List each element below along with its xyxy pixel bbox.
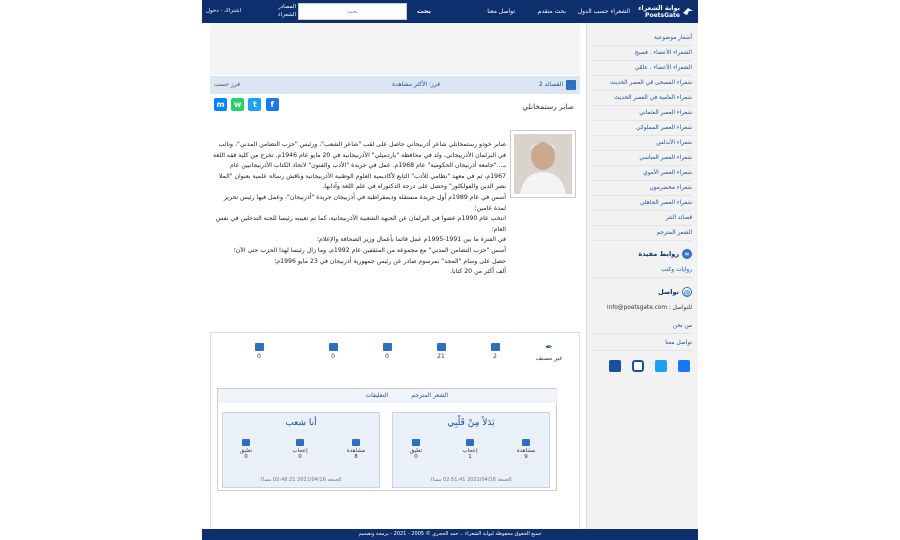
footer	[202, 529, 698, 540]
top-nav-bar	[202, 0, 698, 23]
bio-paragraph: في الفترة ما بين 1991-1995م عمل قائما بأعمال وزير الصحافة والإعلام؛	[316, 236, 506, 244]
nav-advanced-search[interactable]: بحث متقدم	[537, 8, 566, 15]
poems-stats-bar	[210, 76, 580, 94]
sidebar-item[interactable]: شعراء العصر العثماني	[592, 106, 692, 121]
facebook-icon[interactable]	[678, 360, 690, 372]
feather-icon: ✒	[545, 343, 553, 353]
eye-icon	[437, 343, 446, 351]
page	[202, 0, 698, 540]
views-label: مشاهدة	[516, 448, 536, 454]
sidebar-item[interactable]: الشعراء الأعضاء . فصيح	[592, 46, 692, 61]
sidebar-item[interactable]: شعراء الأندلس	[592, 136, 692, 151]
contact-heading-label: تواصل	[658, 288, 679, 296]
sources-menu[interactable]	[262, 3, 296, 20]
quill-icon	[491, 343, 500, 351]
eye-icon	[352, 439, 360, 446]
bio-paragraph: انتخب عام 1990م عضوا في البرلمان عن الجبهة الشعبية الأذربيجانية، كما تم تعيينه رئيسا للجنة التدخلين في نفس العام؛	[215, 215, 506, 233]
bio-paragraph: أسس "حزب التضامن المدني" مع مجموعة من المثقفين عام 1992م، وما زال رئيسا لهذا الحزب حتى الآن؛	[233, 246, 506, 254]
sidebar-item[interactable]: شعراء العصر الجاهلي	[592, 196, 692, 211]
poem-likes	[287, 439, 313, 460]
search-input[interactable]	[298, 3, 407, 20]
comments-label: تعليق	[239, 448, 253, 454]
poem-views	[513, 439, 539, 460]
logo-english: PoetsGate	[645, 12, 680, 19]
likes-label: إعجاب	[292, 448, 308, 454]
poem-date: الجمعة 2021/04/16 02:48:21 مساءً	[260, 477, 342, 483]
youtube-icon[interactable]	[609, 360, 621, 372]
comment-icon	[412, 439, 420, 446]
ad-banner	[210, 23, 580, 75]
poems-icon	[566, 80, 576, 90]
sidebar-contact-us[interactable]: تواصل معنا	[592, 336, 692, 351]
poem-comments	[403, 439, 429, 460]
signin-link[interactable]: اشتراك - دخول	[206, 8, 242, 14]
poems-count[interactable]: القصائد 2	[538, 81, 563, 88]
site-logo[interactable]	[632, 2, 694, 21]
likes-stat-value: 0	[385, 353, 389, 360]
likes-label: إعجاب	[462, 448, 478, 454]
bio-paragraph: حصل على وسام "المجد" بمرسوم صادر عن رئيس جمهورية أذربيجان في 23 مايو 1996م؛	[274, 257, 506, 265]
comments-value: 0	[244, 454, 248, 460]
share-icon	[255, 343, 264, 351]
sidebar-item[interactable]: الشعر المترجم	[592, 226, 692, 241]
share-buttons	[214, 98, 281, 111]
likes-stat	[367, 343, 407, 360]
sidebar-item[interactable]: شعراء العصر العباسي	[592, 151, 692, 166]
sidebar-item[interactable]: قصائد النثر	[592, 211, 692, 226]
comments-value: 0	[414, 454, 418, 460]
sidebar-item[interactable]: الشعراء الأعضاء . عامّي	[592, 61, 692, 76]
link-icon: ∞	[682, 249, 692, 259]
sidebar-item[interactable]: شعراء العصر الأموي	[592, 166, 692, 181]
tab-translated-poetry[interactable]: الشعر المترجم	[411, 392, 448, 399]
shares-stat	[239, 343, 279, 360]
twitter-share-icon[interactable]: t	[248, 98, 261, 111]
sidebar-item[interactable]: أشعار موضوعية	[592, 31, 692, 46]
poet-bio	[211, 140, 506, 278]
twitter-icon[interactable]	[655, 360, 667, 372]
contact-line	[592, 301, 692, 316]
search-button[interactable]: بحث	[416, 7, 431, 15]
poems-stat-value: 2	[493, 353, 497, 360]
views-value: 8	[354, 454, 358, 460]
nav-contact-us[interactable]: تواصل معنا	[487, 8, 515, 15]
bio-paragraph: أسس في عام 1989م أول جريدة مستقلة وديمقراطية في أذربيجان جريدة "أذربيجان"، وعمل فيها رئيس تحرير لمدة عامين؛	[223, 193, 506, 212]
sort-by[interactable]: فرز حسب	[214, 81, 240, 88]
thumbs-up-icon	[296, 439, 304, 446]
sidebar-item[interactable]: شعراء العصر المملوكي	[592, 121, 692, 136]
messenger-share-icon[interactable]: m	[214, 98, 227, 111]
whatsapp-share-icon[interactable]: w	[231, 98, 244, 111]
tab-bar	[218, 389, 558, 403]
contact-email[interactable]: info@poetsgate.com	[606, 305, 667, 311]
poem-card[interactable]	[392, 412, 550, 488]
shares-stat-value: 0	[257, 353, 261, 360]
poem-card[interactable]	[222, 412, 380, 488]
poem-views	[343, 439, 369, 460]
links-heading-label: روابط مفيدة	[638, 250, 679, 258]
comment-icon	[329, 343, 338, 351]
links-heading	[592, 247, 692, 261]
thumbs-up-icon	[466, 439, 474, 446]
category-stat	[529, 343, 569, 362]
sidebar-item[interactable]: شعراء الفصحى في العصر الحديث	[592, 76, 692, 91]
category-label: غير مصنف	[535, 355, 563, 362]
bird-logo-icon	[682, 5, 694, 17]
views-stat-value: 21	[437, 353, 445, 360]
poet-poems-card	[210, 332, 580, 537]
sidebar-link-novels[interactable]: روايات وكتب	[592, 263, 692, 278]
sidebar-about-us[interactable]: من نحن	[592, 319, 692, 334]
eye-icon	[522, 439, 530, 446]
thumbs-up-icon	[383, 343, 392, 351]
poem-title[interactable]: أنا شعب	[285, 418, 317, 428]
poem-comments	[233, 439, 259, 460]
sidebar-item[interactable]: شعراء العامية في العصر الحديث	[592, 91, 692, 106]
at-icon: @	[683, 289, 691, 297]
poet-photo	[510, 130, 576, 198]
comment-icon	[242, 439, 250, 446]
views-stat	[421, 343, 461, 360]
copyright-text: جميع الحقوق محفوظة لبوابة الشعراء .. حمد الحجري © 2005 - 2021 - برمجة وتصميم	[358, 531, 542, 537]
poem-likes	[457, 439, 483, 460]
nav-poets-by-country[interactable]: الشعراء حسب الدول	[577, 8, 630, 15]
likes-value: 0	[298, 454, 302, 460]
comments-label: تعليق	[409, 448, 423, 454]
sidebar-item[interactable]: شعراء مخضرمون	[592, 181, 692, 196]
views-value: 9	[524, 454, 528, 460]
sources-label: المصادر	[278, 4, 296, 10]
contact-heading	[592, 285, 692, 299]
instagram-icon[interactable]	[632, 360, 644, 372]
poems-tabs	[217, 388, 557, 491]
likes-value: 1	[468, 454, 472, 460]
bio-paragraph: ألف أكثر من 20 كتابا.	[449, 268, 506, 276]
poem-title[interactable]: بَدَلاً مِنْ قَلْبِي	[447, 418, 495, 428]
comments-stat-value: 0	[331, 353, 335, 360]
tab-comments[interactable]: التعليقات	[365, 392, 388, 399]
poet-name: صابر رستمخانلي	[522, 102, 574, 111]
poets-label: الشعراء	[278, 12, 296, 18]
sidebar	[586, 23, 698, 540]
poems-stat	[475, 343, 515, 360]
facebook-share-icon[interactable]: f	[266, 98, 279, 111]
views-label: مشاهدة	[346, 448, 366, 454]
bio-paragraph: صابر خودو رستمخانلي شاعر أذربيجاني حاصل على لقب "شاعر الشعب"، ورئيس "حزب التضامن المدني"، ونائب في البرلمان الأذربيجاني، ولد في محافظة "باردميلي" الأذربيجانية في 20 مايو عام 1946م. تخرج من كلية فقه اللغة بـ..."جامعة أذربيجان الحكومية" عام 1968م. عمل في جريدة "الأدب والفنون" لاتحاد الكتاب الأذربيجانيين عام 1967م، ثم في معهد "نظامي للأدب" التابع لأكاديمية العلوم الوطنية الأذربيجانية وناقش رسالة علمية بعنوان "الملا نصر الدين والفولكلور" وحصل على درجة الدكتوراه في علم اللغة وآدابها.	[212, 141, 506, 191]
poem-date: الجمعة 2021/04/16 02:51:41 مساءً	[430, 477, 512, 483]
contact-label: للتواصل :	[668, 305, 692, 311]
logo-arabic: بوابة الشعراء	[638, 4, 680, 12]
sort-most-viewed[interactable]: فرز: الأكثر مشاهدة	[392, 81, 440, 88]
comments-stat	[313, 343, 353, 360]
